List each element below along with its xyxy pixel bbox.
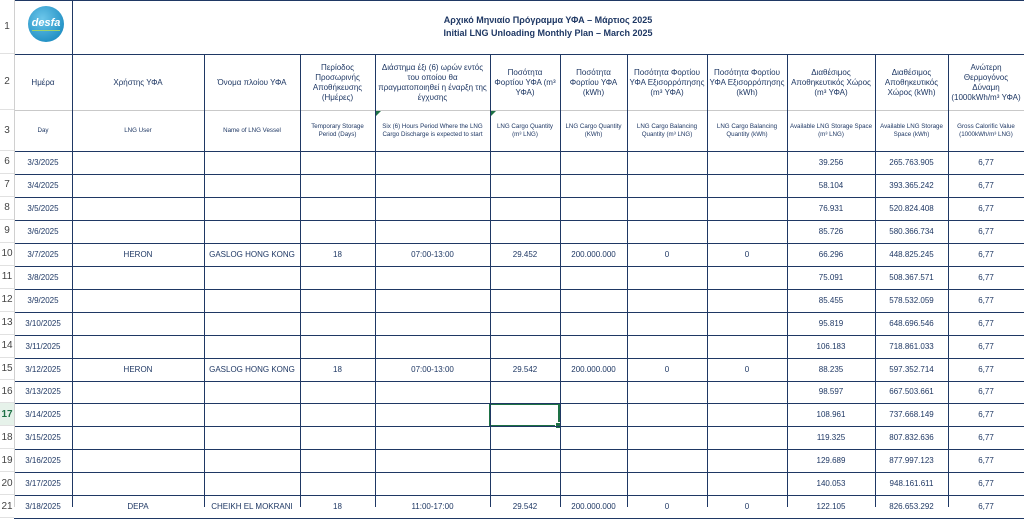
cell-space-kwh[interactable]: 718.861.033	[889, 341, 934, 351]
grid-col-line	[490, 54, 491, 507]
cell-day[interactable]: 3/16/2025	[25, 456, 61, 466]
cell-gcv[interactable]: 6,77	[978, 272, 994, 282]
column-header-greek: Διαθέσιμος Αποθηκευτικός Χώρος (m³ ΥΦΑ)	[791, 68, 871, 97]
cell-vessel[interactable]	[204, 472, 300, 495]
cell-period[interactable]	[300, 197, 375, 220]
cell-window[interactable]	[375, 151, 490, 174]
row-number[interactable]: 21	[0, 495, 14, 518]
column-header-english: LNG Cargo Quantity (KWh)	[565, 123, 622, 138]
title-greek: Αρχικό Μηνιαίο Πρόγραμμα ΥΦΑ – Μάρτιος 2025	[443, 15, 653, 25]
selected-cell[interactable]	[489, 403, 560, 427]
cell-user[interactable]	[72, 289, 204, 312]
cell-day[interactable]: 3/13/2025	[25, 387, 61, 397]
cell-day[interactable]: 3/3/2025	[27, 157, 59, 167]
cell-period[interactable]	[300, 151, 375, 174]
cell-bal-kwh[interactable]: 0	[744, 502, 750, 512]
cell-user[interactable]	[72, 472, 204, 495]
cell-window[interactable]	[375, 426, 490, 449]
cell-bal-m3[interactable]	[627, 197, 707, 220]
cell-space-m3[interactable]: 140.053	[816, 479, 846, 489]
cell-space-kwh[interactable]: 807.832.636	[889, 433, 934, 443]
grid-row-line	[14, 312, 1024, 313]
cell-period[interactable]	[300, 335, 375, 358]
cell-user[interactable]	[72, 403, 204, 426]
cell-vessel[interactable]	[204, 426, 300, 449]
grid-row-line	[14, 335, 1024, 336]
cell-qty-m3[interactable]	[490, 174, 560, 197]
cell-period[interactable]	[300, 426, 375, 449]
cell-bal-kwh[interactable]	[707, 426, 787, 449]
grid-row-line	[14, 472, 1024, 473]
cell-bal-m3[interactable]	[627, 312, 707, 335]
cell-qty-m3[interactable]	[490, 197, 560, 220]
cell-space-kwh[interactable]: 737.668.149	[889, 410, 934, 420]
cell-window[interactable]	[375, 449, 490, 472]
cell-day[interactable]: 3/5/2025	[27, 203, 59, 213]
column-header-greek: Περίοδος Προσωρινής Αποθήκευσης (Ημέρες)	[312, 63, 363, 102]
cell-qty-kwh[interactable]	[560, 266, 627, 289]
column-header-english: LNG Cargo Quantity (m³ LNG)	[496, 123, 554, 138]
cell-bal-kwh[interactable]	[707, 289, 787, 312]
grid-col-line	[14, 0, 15, 507]
cell-window[interactable]	[375, 197, 490, 220]
cell-gcv[interactable]: 6,77	[978, 502, 994, 512]
cell-window[interactable]: 07:00-13:00	[411, 364, 454, 374]
column-header-greek: Χρήστης ΥΦΑ	[113, 78, 163, 87]
cell-qty-m3[interactable]	[490, 289, 560, 312]
column-header-english: Temporary Storage Period (Days)	[311, 123, 364, 138]
column-header-greek: Ημέρα	[31, 78, 55, 87]
cell-qty-kwh[interactable]	[560, 381, 627, 404]
cell-bal-kwh[interactable]	[707, 381, 787, 404]
grid-col-line	[627, 54, 628, 507]
grid-col-line	[560, 54, 561, 507]
row-number[interactable]: 9	[0, 220, 14, 243]
cell-day[interactable]: 3/17/2025	[25, 479, 61, 489]
cell-period[interactable]	[300, 472, 375, 495]
cell-qty-kwh[interactable]	[560, 197, 627, 220]
cell-day[interactable]: 3/4/2025	[27, 180, 59, 190]
sheet-title	[72, 14, 1024, 40]
cell-day[interactable]: 3/8/2025	[27, 272, 59, 282]
column-header-english: LNG Cargo Balancing Quantity (m³ LNG)	[636, 123, 698, 138]
row-number[interactable]: 10	[0, 243, 14, 266]
cell-user[interactable]: DEPA	[127, 502, 149, 512]
column-header-english: Name of LNG Vessel	[223, 127, 281, 134]
cell-period[interactable]: 18	[333, 364, 342, 374]
row-number[interactable]: 6	[0, 151, 14, 174]
cell-qty-m3[interactable]: 29.452	[512, 249, 538, 259]
grid-col-line	[875, 54, 876, 507]
cell-user[interactable]: HERON	[123, 364, 153, 374]
cell-space-m3[interactable]: 85.455	[818, 295, 844, 305]
row-number[interactable]: 12	[0, 289, 14, 312]
cell-bal-kwh[interactable]	[707, 335, 787, 358]
title-english: Initial LNG Unloading Monthly Plan – March 2025	[443, 28, 653, 38]
row-number[interactable]: 11	[0, 266, 14, 289]
cell-space-m3[interactable]: 106.183	[816, 341, 846, 351]
cell-bal-m3[interactable]	[627, 449, 707, 472]
column-header-greek: Ποσότητα Φορτίου ΥΦΑ (kWh)	[569, 68, 618, 97]
cell-period[interactable]	[300, 381, 375, 404]
cell-space-m3[interactable]: 98.597	[818, 387, 844, 397]
cell-period[interactable]	[300, 449, 375, 472]
cell-vessel[interactable]	[204, 289, 300, 312]
row-number[interactable]: 19	[0, 449, 14, 472]
grid-col-line	[204, 54, 205, 507]
cell-bal-m3[interactable]	[627, 335, 707, 358]
cell-gcv[interactable]: 6,77	[978, 341, 994, 351]
row-number[interactable]: 15	[0, 358, 14, 381]
cell-qty-kwh[interactable]	[560, 174, 627, 197]
cell-vessel[interactable]	[204, 335, 300, 358]
cell-vessel[interactable]	[204, 449, 300, 472]
cell-space-kwh[interactable]: 520.824.408	[889, 203, 934, 213]
cell-qty-m3[interactable]	[490, 312, 560, 335]
cell-space-m3[interactable]: 95.819	[818, 318, 844, 328]
cell-bal-kwh[interactable]	[707, 449, 787, 472]
cell-bal-m3[interactable]: 0	[664, 502, 670, 512]
column-header-english: LNG Cargo Balancing Quantity (kWh)	[716, 123, 778, 138]
cell-period[interactable]	[300, 174, 375, 197]
cell-bal-kwh[interactable]	[707, 151, 787, 174]
column-header-english: Available LNG Storage Space (m³ LNG)	[789, 123, 873, 138]
cell-qty-m3[interactable]	[490, 151, 560, 174]
cell-user[interactable]	[72, 449, 204, 472]
cell-bal-kwh[interactable]	[707, 403, 787, 426]
cell-space-kwh[interactable]: 648.696.546	[889, 318, 934, 328]
cell-qty-kwh[interactable]	[560, 312, 627, 335]
cell-qty-kwh[interactable]	[560, 449, 627, 472]
grid-col-line	[948, 54, 949, 507]
cell-qty-kwh[interactable]	[560, 426, 627, 449]
cell-window[interactable]	[375, 472, 490, 495]
cell-vessel[interactable]	[204, 220, 300, 243]
grid-row-line	[14, 449, 1024, 450]
cell-space-m3[interactable]: 108.961	[816, 410, 846, 420]
row-number[interactable]: 20	[0, 472, 14, 495]
cell-space-kwh[interactable]: 597.352.714	[889, 364, 934, 374]
cell-qty-m3[interactable]	[490, 449, 560, 472]
cell-bal-m3[interactable]	[627, 151, 707, 174]
cell-bal-m3[interactable]	[627, 403, 707, 426]
cell-space-kwh[interactable]: 508.367.571	[889, 272, 934, 282]
cell-period[interactable]: 18	[333, 249, 342, 259]
cell-qty-m3[interactable]	[490, 220, 560, 243]
cell-space-kwh[interactable]: 265.763.905	[889, 157, 934, 167]
cell-day[interactable]: 3/6/2025	[27, 226, 59, 236]
column-header-english: Gross Calorific Value (1000kWh/m³ LNG)	[957, 123, 1015, 138]
cell-bal-kwh[interactable]	[707, 220, 787, 243]
column-header-greek: Ποσότητα Φορτίου ΥΦΑ Εξισορρόπησης (kWh)	[709, 68, 785, 97]
cell-vessel[interactable]: CHEIKH EL MOKRANI	[211, 502, 293, 512]
cell-qty-kwh[interactable]	[560, 289, 627, 312]
grid-row-line	[14, 0, 1024, 1]
cell-space-m3[interactable]: 85.726	[818, 226, 844, 236]
cell-bal-m3[interactable]	[627, 426, 707, 449]
cell-day[interactable]: 3/11/2025	[25, 341, 61, 351]
cell-bal-kwh[interactable]	[707, 312, 787, 335]
cell-gcv[interactable]: 6,77	[978, 157, 994, 167]
cell-space-kwh[interactable]: 826.653.292	[889, 502, 934, 512]
column-header-english: Six (6) Hours Period Where the LNG Cargo Discharge is expected to start	[382, 123, 483, 138]
cell-vessel[interactable]	[204, 403, 300, 426]
cell-window[interactable]: 07:00-13:00	[411, 249, 454, 259]
cell-window[interactable]	[375, 220, 490, 243]
cell-vessel[interactable]	[204, 381, 300, 404]
row-number[interactable]: 14	[0, 335, 14, 358]
row-number[interactable]: 18	[0, 426, 14, 449]
cell-gcv[interactable]: 6,77	[978, 364, 994, 374]
row-number[interactable]: 1	[0, 0, 14, 54]
grid-row-line	[14, 358, 1024, 359]
cell-period[interactable]: 18	[333, 502, 342, 512]
cell-vessel[interactable]	[204, 151, 300, 174]
cell-qty-kwh[interactable]	[560, 220, 627, 243]
cell-user[interactable]: HERON	[123, 249, 153, 259]
cell-qty-m3[interactable]	[490, 472, 560, 495]
grid-col-line	[375, 54, 376, 507]
cell-qty-kwh[interactable]: 200.000.000	[571, 364, 616, 374]
cell-period[interactable]	[300, 403, 375, 426]
cell-bal-kwh[interactable]	[707, 197, 787, 220]
cell-gcv[interactable]: 6,77	[978, 433, 994, 443]
cell-day[interactable]: 3/10/2025	[25, 318, 61, 328]
cell-gcv[interactable]: 6,77	[978, 226, 994, 236]
cell-bal-kwh[interactable]	[707, 266, 787, 289]
cell-user[interactable]	[72, 381, 204, 404]
cell-user[interactable]	[72, 151, 204, 174]
cell-qty-kwh[interactable]	[560, 151, 627, 174]
cell-window[interactable]	[375, 335, 490, 358]
cell-day[interactable]: 3/9/2025	[27, 295, 59, 305]
grid-col-line	[787, 54, 788, 507]
column-header-english: Available LNG Storage Space (kWh)	[880, 123, 943, 138]
row-number[interactable]: 13	[0, 312, 14, 335]
column-header-greek: Ποσότητα Φορτίου ΥΦΑ Εξισορρόπησης (m³ ΥΦΑ)	[629, 68, 705, 97]
cell-qty-kwh[interactable]: 200.000.000	[571, 249, 616, 259]
cell-day[interactable]: 3/7/2025	[27, 249, 59, 259]
grid-row-line	[14, 289, 1024, 290]
cell-space-kwh[interactable]: 667.503.661	[889, 387, 934, 397]
cell-space-m3[interactable]: 66.296	[818, 249, 844, 259]
grid-row-line	[14, 381, 1024, 382]
row-number[interactable]: 17	[0, 403, 14, 426]
row-number[interactable]: 16	[0, 381, 14, 404]
cell-gcv[interactable]: 6,77	[978, 180, 994, 190]
cell-space-kwh[interactable]: 877.997.123	[889, 456, 934, 466]
cell-space-m3[interactable]: 119.325	[816, 433, 846, 443]
cell-user[interactable]	[72, 174, 204, 197]
cell-bal-m3[interactable]	[627, 289, 707, 312]
cell-vessel[interactable]	[204, 174, 300, 197]
cell-space-kwh[interactable]: 578.532.059	[889, 295, 934, 305]
row-number[interactable]: 8	[0, 197, 14, 220]
grid-col-line	[300, 54, 301, 507]
cell-gcv[interactable]: 6,77	[978, 387, 994, 397]
cell-space-m3[interactable]: 39.256	[818, 157, 844, 167]
column-header-greek: Ανώτερη Θερμογόνος Δύναμη (1000kWh/m³ ΥΦΑ)	[951, 63, 1021, 102]
grid-row-line	[14, 266, 1024, 267]
cell-bal-kwh[interactable]	[707, 174, 787, 197]
cell-gcv[interactable]: 6,77	[978, 203, 994, 213]
cell-vessel[interactable]	[204, 266, 300, 289]
grid-col-line	[72, 54, 73, 507]
cell-gcv[interactable]: 6,77	[978, 249, 994, 259]
grid-row-line	[14, 174, 1024, 175]
cell-window[interactable]	[375, 266, 490, 289]
cell-qty-m3[interactable]: 29.542	[512, 502, 538, 512]
grid-row-line	[14, 220, 1024, 221]
cell-day[interactable]: 3/14/2025	[25, 410, 61, 420]
cell-vessel[interactable]: GASLOG HONG KONG	[209, 249, 295, 259]
cell-user[interactable]	[72, 266, 204, 289]
cell-user[interactable]	[72, 312, 204, 335]
cell-period[interactable]	[300, 220, 375, 243]
cell-user[interactable]	[72, 335, 204, 358]
cell-bal-m3[interactable]	[627, 266, 707, 289]
cell-window[interactable]	[375, 381, 490, 404]
cell-day[interactable]: 3/18/2025	[25, 502, 61, 512]
cell-day[interactable]: 3/15/2025	[25, 433, 61, 443]
cell-space-m3[interactable]: 76.931	[818, 203, 844, 213]
cell-space-kwh[interactable]: 393.365.242	[889, 180, 934, 190]
cell-qty-kwh[interactable]: 200.000.000	[571, 502, 616, 512]
cell-qty-m3[interactable]	[490, 426, 560, 449]
cell-bal-m3[interactable]: 0	[664, 249, 670, 259]
cell-space-m3[interactable]: 75.091	[818, 272, 844, 282]
cell-period[interactable]	[300, 266, 375, 289]
cell-gcv[interactable]: 6,77	[978, 410, 994, 420]
cell-vessel[interactable]: GASLOG HONG KONG	[209, 364, 295, 374]
grid-col-line	[707, 54, 708, 507]
cell-day[interactable]: 3/12/2025	[25, 364, 61, 374]
cell-qty-m3[interactable]: 29.542	[512, 364, 538, 374]
column-header-greek: Διαθέσιμος Αποθηκευτικός Χώρος (kWh)	[884, 68, 939, 97]
row-number[interactable]: 3	[0, 110, 14, 151]
cell-period[interactable]	[300, 289, 375, 312]
cell-space-m3[interactable]: 129.689	[816, 456, 846, 466]
cell-user[interactable]	[72, 426, 204, 449]
cell-window[interactable]	[375, 403, 490, 426]
column-header-greek: Όνομα πλοίου ΥΦΑ	[217, 78, 287, 87]
cell-bal-kwh[interactable]: 0	[744, 364, 750, 374]
cell-window[interactable]: 11:00-17:00	[411, 502, 454, 512]
cell-user[interactable]	[72, 220, 204, 243]
cell-qty-m3[interactable]	[490, 335, 560, 358]
grid-row-line	[14, 54, 1024, 55]
cell-space-m3[interactable]: 122.105	[816, 502, 846, 512]
grid-row-line	[14, 110, 1024, 111]
cell-bal-m3[interactable]	[627, 381, 707, 404]
cell-vessel[interactable]	[204, 197, 300, 220]
row-number[interactable]: 7	[0, 174, 14, 197]
cell-period[interactable]	[300, 312, 375, 335]
cell-window[interactable]	[375, 312, 490, 335]
grid-row-line	[14, 197, 1024, 198]
cell-user[interactable]	[72, 197, 204, 220]
cell-bal-m3[interactable]	[627, 174, 707, 197]
cell-bal-kwh[interactable]	[707, 472, 787, 495]
comment-indicator-icon	[376, 111, 381, 116]
cell-qty-kwh[interactable]	[560, 403, 627, 426]
column-header-greek: Ποσότητα Φορτίου ΥΦΑ (m³ ΥΦΑ)	[494, 68, 556, 97]
cell-space-kwh[interactable]: 580.366.734	[889, 226, 934, 236]
grid-row-line	[14, 243, 1024, 244]
cell-space-m3[interactable]: 58.104	[818, 180, 844, 190]
cell-window[interactable]	[375, 174, 490, 197]
cell-gcv[interactable]: 6,77	[978, 295, 994, 305]
cell-gcv[interactable]: 6,77	[978, 479, 994, 489]
cell-qty-kwh[interactable]	[560, 472, 627, 495]
cell-vessel[interactable]	[204, 312, 300, 335]
cell-gcv[interactable]: 6,77	[978, 456, 994, 466]
cell-bal-m3[interactable]	[627, 220, 707, 243]
column-header-english: LNG User	[124, 127, 152, 134]
cell-space-kwh[interactable]: 948.161.611	[889, 479, 934, 489]
cell-space-m3[interactable]: 88.235	[818, 364, 844, 374]
grid-row-line	[14, 403, 1024, 404]
comment-indicator-icon	[491, 111, 496, 116]
desfa-logo: desfa	[28, 6, 64, 42]
row-number[interactable]: 2	[0, 54, 14, 110]
cell-bal-kwh[interactable]: 0	[744, 249, 750, 259]
cell-qty-kwh[interactable]	[560, 335, 627, 358]
cell-qty-m3[interactable]	[490, 266, 560, 289]
cell-space-kwh[interactable]: 448.825.245	[889, 249, 934, 259]
column-header-english: Day	[37, 127, 49, 134]
grid-row-line	[14, 151, 1024, 152]
cell-window[interactable]	[375, 289, 490, 312]
grid-col-line	[72, 0, 73, 54]
cell-bal-m3[interactable]: 0	[664, 364, 670, 374]
column-header-greek: Διάστημα έξι (6) ωρών εντός του οποίου θα πραγματοποιηθεί η έναρξη της έγχυσης	[378, 63, 487, 102]
grid-row-line	[14, 426, 1024, 427]
cell-gcv[interactable]: 6,77	[978, 318, 994, 328]
grid-row-line	[14, 495, 1024, 496]
cell-qty-m3[interactable]	[490, 381, 560, 404]
cell-bal-m3[interactable]	[627, 472, 707, 495]
